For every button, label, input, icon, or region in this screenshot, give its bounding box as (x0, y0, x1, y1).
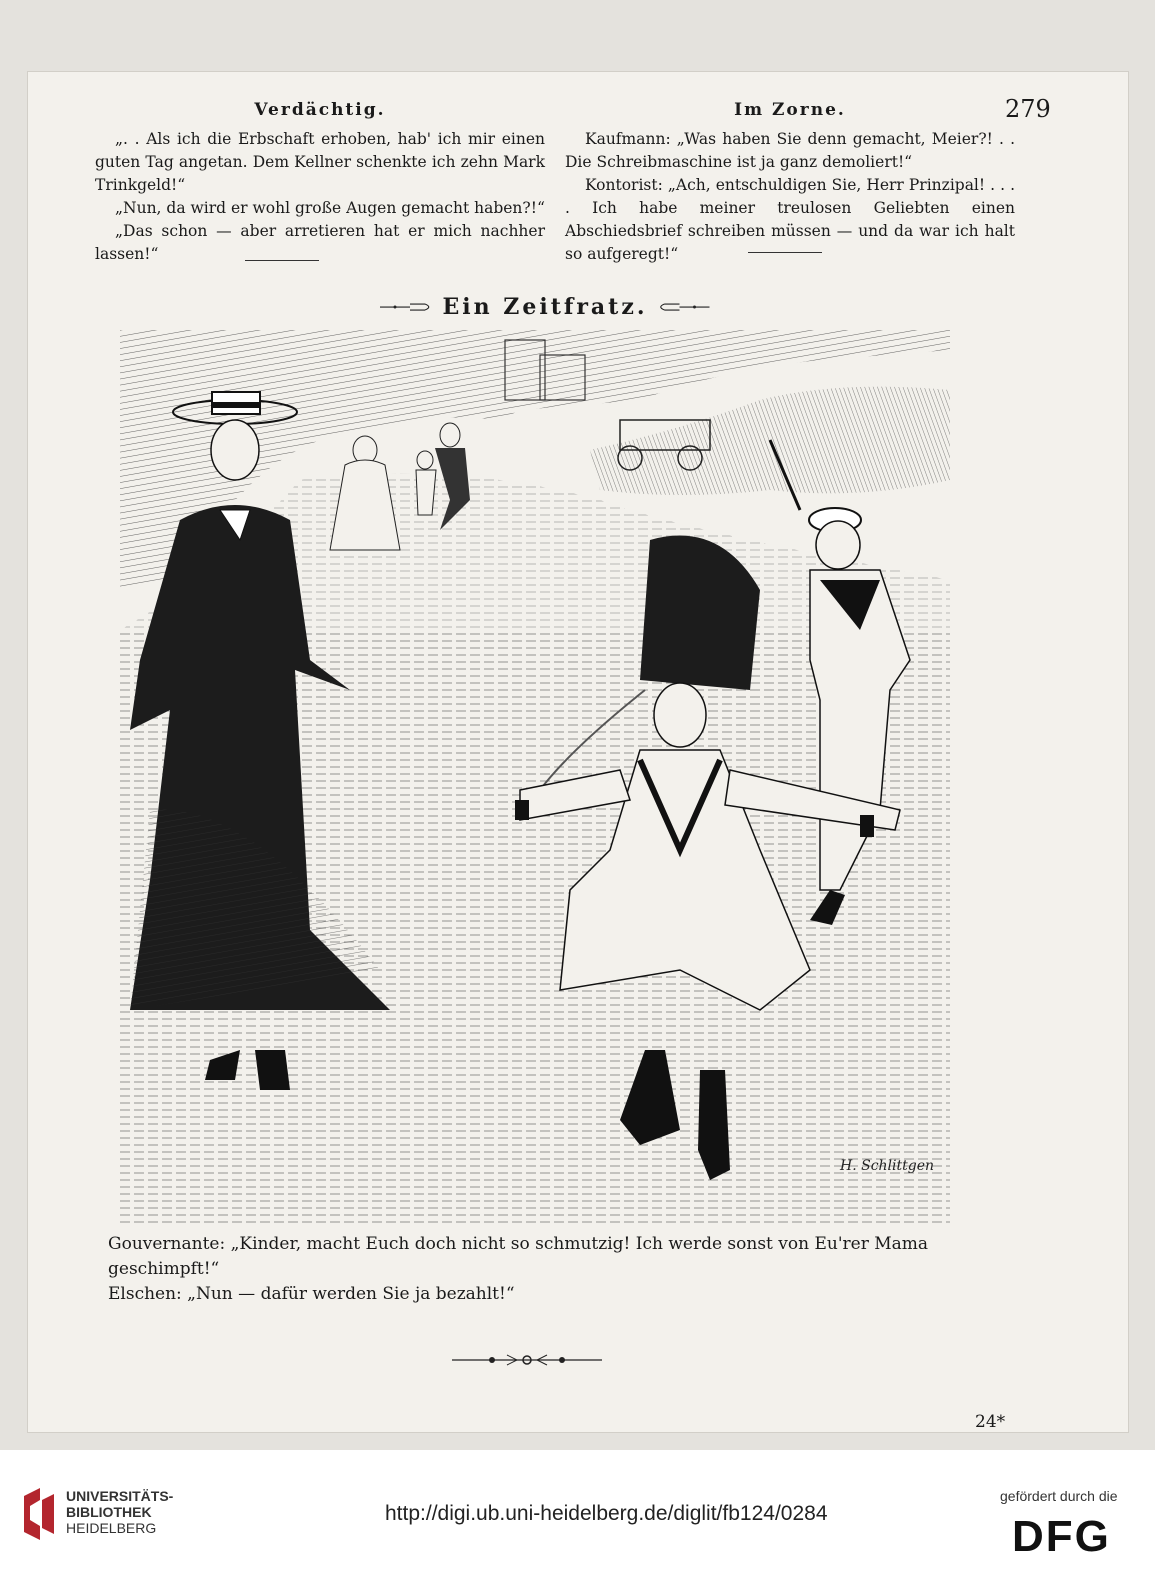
main-title: Ein Zeitfratz. (442, 294, 648, 320)
left-column-title: Verdächtig. (254, 100, 386, 120)
right-paragraph: Kontorist: „Ach, entschuldigen Sie, Herr Prinzipal! . . . . Ich habe meiner treulosen Geliebten einen Abschiedsbrief schreiben müssen — und da war ich halt so aufgeregt!“ (565, 176, 1015, 263)
right-ornament-icon (657, 300, 710, 314)
caption-line: Gouvernante: „Kinder, macht Euch doch nicht so schmutzig! Ich werde sonst von Eu'rer Mama geschimpft!“ (108, 1234, 929, 1279)
university-library-logo-icon (22, 1486, 56, 1542)
sheet-signature: 24* (975, 1412, 1006, 1432)
page-number: 279 (1005, 95, 1051, 123)
right-column (565, 100, 1015, 266)
funder-label: gefördert durch die (1000, 1488, 1118, 1504)
library-line: UNIVERSITÄTS- (66, 1488, 174, 1504)
left-paragraph: „. . Als ich die Erbschaft erhoben, hab' ich mir einen guten Tag angetan. Dem Kellner schenkte ich zehn Mark Trinkgeld!“ (95, 130, 545, 194)
caption (108, 1232, 1008, 1307)
right-paragraph: Kaufmann: „Was haben Sie denn gemacht, Meier?! . . Die Schreibmaschine ist ja ganz demoliert!“ (565, 130, 1015, 171)
caption-line: Elschen: „Nun — dafür werden Sie ja bezahlt!“ (108, 1284, 515, 1304)
main-title-block (380, 292, 710, 322)
library-line: HEIDELBERG (66, 1520, 157, 1536)
footer (0, 1450, 1155, 1596)
library-line: BIBLIOTHEK (66, 1504, 152, 1520)
dfg-logo: DFG (1012, 1512, 1111, 1561)
left-ornament-icon (380, 300, 433, 314)
university-library-name (66, 1488, 173, 1536)
artist-signature: H. Schlittgen (840, 1158, 935, 1174)
section-divider (245, 260, 319, 261)
illustration (120, 330, 950, 1225)
permalink-url[interactable]: http://digi.ub.uni-heidelberg.de/diglit/fb124/0284 (385, 1502, 828, 1525)
right-column-title: Im Zorne. (734, 100, 846, 120)
left-column (95, 100, 545, 266)
left-paragraph: „Das schon — aber arretieren hat er mich nachher lassen!“ (95, 222, 545, 263)
section-divider (748, 252, 822, 253)
left-paragraph: „Nun, da wird er wohl große Augen gemacht haben?!“ (115, 199, 545, 217)
bottom-ornament-icon (452, 1350, 602, 1370)
